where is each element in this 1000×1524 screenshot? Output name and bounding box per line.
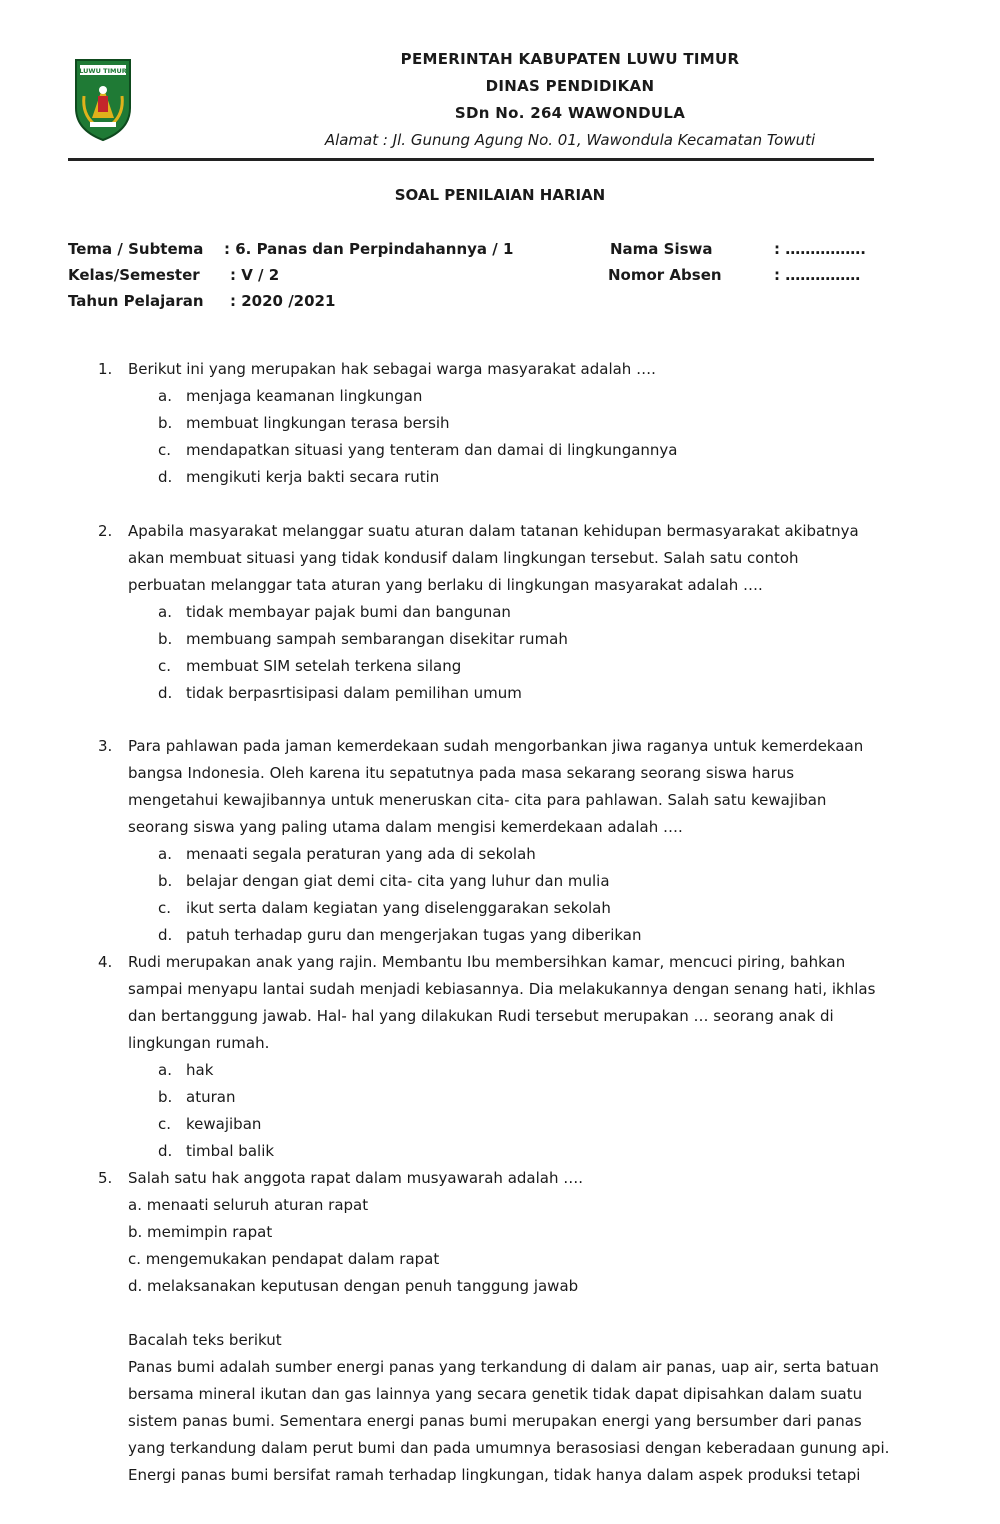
question-number: 4.: [98, 953, 113, 971]
option-text: membuat SIM setelah terkena silang: [186, 657, 462, 675]
question-number: 5.: [98, 1169, 113, 1187]
question-number: 1.: [98, 360, 113, 378]
option-text: timbal balik: [186, 1142, 275, 1160]
reading-line: Energi panas bumi bersifat ramah terhadap lingkungan, tidak hanya dalam aspek produksi tetapi: [128, 1466, 861, 1484]
header-department: DINAS PENDIDIKAN: [485, 77, 655, 95]
tema-value: : 6. Panas dan Perpindahannya / 1: [224, 240, 514, 258]
option-text: tidak membayar pajak bumi dan bangunan: [186, 603, 511, 621]
option-letter: c.: [158, 1115, 172, 1133]
question-number: 2.: [98, 522, 113, 540]
option-letter: a.: [158, 845, 172, 863]
header-government: PEMERINTAH KABUPATEN LUWU TIMUR: [400, 50, 740, 68]
question-text: Apabila masyarakat melanggar suatu aturan dalam tatanan kehidupan bermasyarakat akibatnya: [128, 522, 859, 540]
option-text: ikut serta dalam kegiatan yang diselenggarakan sekolah: [186, 899, 611, 917]
question-text: Berikut ini yang merupakan hak sebagai warga masyarakat adalah ….: [128, 360, 656, 378]
option-letter: b.: [158, 414, 173, 432]
option-text: belajar dengan giat demi cita- cita yang luhur dan mulia: [186, 872, 610, 890]
option-letter: c.: [158, 441, 172, 459]
option-text: a. menaati seluruh aturan rapat: [128, 1196, 369, 1214]
header-school: SDn No. 264 WAWONDULA: [454, 104, 686, 122]
option-letter: a.: [158, 1061, 172, 1079]
option-letter: c.: [158, 657, 172, 675]
question-text: mengetahui kewajibannya untuk meneruskan cita- cita para pahlawan. Salah satu kewajiban: [128, 791, 827, 809]
question-text: lingkungan rumah.: [128, 1034, 270, 1052]
option-text: menjaga keamanan lingkungan: [186, 387, 423, 405]
question-text: dan bertanggung jawab. Hal- hal yang dilakukan Rudi tersebut merupakan … seorang anak di: [128, 1007, 834, 1025]
option-text: kewajiban: [186, 1115, 262, 1133]
question-text: sampai menyapu lantai sudah menjadi kebiasannya. Dia melakukannya dengan senang hati, ikhlas: [128, 980, 876, 998]
reading-line: Panas bumi adalah sumber energi panas yang terkandung di dalam air panas, uap air, serta batuan: [128, 1358, 879, 1376]
option-letter: d.: [158, 684, 173, 702]
option-text: tidak berpasrtisipasi dalam pemilihan umum: [186, 684, 522, 702]
kelas-label: Kelas/Semester: [68, 266, 200, 284]
option-text: patuh terhadap guru dan mengerjakan tugas yang diberikan: [186, 926, 642, 944]
option-text: d. melaksanakan keputusan dengan penuh tanggung jawab: [128, 1277, 579, 1295]
option-text: mendapatkan situasi yang tenteram dan damai di lingkungannya: [186, 441, 678, 459]
option-letter: b.: [158, 630, 173, 648]
page-title: SOAL PENILAIAN HARIAN: [394, 186, 606, 204]
option-letter: b.: [158, 872, 173, 890]
question-text: bangsa Indonesia. Oleh karena itu sepatutnya pada masa sekarang seorang siswa harus: [128, 764, 795, 782]
option-letter: a.: [158, 387, 172, 405]
option-letter: c.: [158, 899, 172, 917]
kelas-value: : V / 2: [230, 266, 280, 284]
option-text: hak: [186, 1061, 214, 1079]
question-text: perbuatan melanggar tata aturan yang berlaku di lingkungan masyarakat adalah ….: [128, 576, 763, 594]
question-text: Salah satu hak anggota rapat dalam musyawarah adalah ….: [128, 1169, 584, 1187]
option-text: menaati segala peraturan yang ada di sekolah: [186, 845, 536, 863]
option-letter: d.: [158, 1142, 173, 1160]
reading-line: sistem panas bumi. Sementara energi panas bumi merupakan energi yang bersumber dari panas: [128, 1412, 862, 1430]
question-text: Para pahlawan pada jaman kemerdekaan sudah mengorbankan jiwa raganya untuk kemerdekaan: [128, 737, 864, 755]
option-letter: b.: [158, 1088, 173, 1106]
reading-line: bersama mineral ikutan dan gas lainnya yang secara genetik tidak dapat dipisahkan dalam suatu: [128, 1385, 863, 1403]
school-district-logo: [72, 56, 134, 142]
option-letter: d.: [158, 926, 173, 944]
question-text: Rudi merupakan anak yang rajin. Membantu Ibu membersihkan kamar, mencuci piring, bahkan: [128, 953, 846, 971]
tahun-label: Tahun Pelajaran: [68, 292, 204, 310]
header-divider: [68, 158, 874, 161]
option-text: mengikuti kerja bakti secara rutin: [186, 468, 440, 486]
logo-text: LUWU TIMUR: [79, 67, 127, 75]
nama-siswa-value: : …………….: [774, 240, 866, 258]
question-number: 3.: [98, 737, 113, 755]
reading-line: yang terkandung dalam perut bumi dan pada umumnya berasosiasi dengan keberadaan gunung api.: [128, 1439, 890, 1457]
question-text: akan membuat situasi yang tidak kondusif dalam lingkungan tersebut. Salah satu contoh: [128, 549, 799, 567]
option-letter: d.: [158, 468, 173, 486]
option-text: membuang sampah sembarangan disekitar rumah: [186, 630, 568, 648]
nomor-absen-value: : ……………: [774, 266, 861, 284]
option-letter: a.: [158, 603, 172, 621]
option-text: membuat lingkungan terasa bersih: [186, 414, 450, 432]
question-text: seorang siswa yang paling utama dalam mengisi kemerdekaan adalah ….: [128, 818, 683, 836]
header-address: Alamat : Jl. Gunung Agung No. 01, Wawondula Kecamatan Towuti: [324, 131, 816, 149]
reading-intro: Bacalah teks berikut: [128, 1331, 282, 1349]
option-text: aturan: [186, 1088, 236, 1106]
nama-siswa-label: Nama Siswa: [610, 240, 713, 258]
option-text: c. mengemukakan pendapat dalam rapat: [128, 1250, 440, 1268]
nomor-absen-label: Nomor Absen: [608, 266, 722, 284]
tema-label: Tema / Subtema: [68, 240, 204, 258]
option-text: b. memimpin rapat: [128, 1223, 273, 1241]
tahun-value: : 2020 /2021: [230, 292, 336, 310]
